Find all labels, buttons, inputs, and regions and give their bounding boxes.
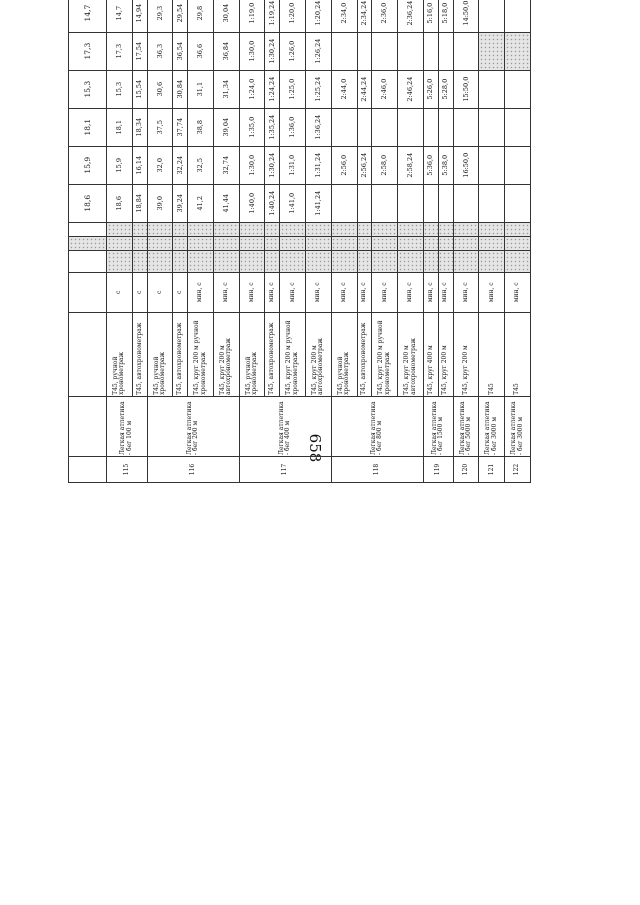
subcategory-cell: Т45, ручной хронометраж	[147, 312, 173, 396]
blank-cell	[306, 236, 332, 250]
subcategory-cell: Т45, автохронометраж	[132, 312, 147, 396]
value-cell: 2:56,0	[331, 146, 357, 184]
value-cell	[398, 108, 424, 146]
value-cell: 16:50,0	[453, 146, 479, 184]
blank-cell	[479, 222, 505, 236]
unit-cell: мин, с	[280, 272, 306, 312]
value-cell: 1:36,24	[306, 108, 332, 146]
unit-cell: мин, с	[453, 272, 479, 312]
value-cell	[398, 184, 424, 222]
value-cell: 5:38,0	[438, 146, 453, 184]
value-cell: 14:50,0	[453, 0, 479, 32]
value-cell: 32,5	[188, 146, 214, 184]
value-cell	[438, 108, 453, 146]
page-number: 658	[306, 433, 324, 463]
table-body	[69, 0, 531, 483]
value-cell: 2:34,0	[331, 0, 357, 32]
header-blank-cell	[69, 312, 107, 396]
value-cell: 5:28,0	[438, 70, 453, 108]
subcategory-cell: Т45, ручной хронометраж	[331, 312, 357, 396]
unit-cell: мин, с	[265, 272, 280, 312]
blank-cell	[265, 250, 280, 272]
blank-cell	[398, 250, 424, 272]
value-cell	[453, 108, 479, 146]
value-cell: 1:26,0	[280, 32, 306, 70]
subcategory-cell: Т45, круг 200 м ручной хронометраж	[188, 312, 214, 396]
value-cell: 2:36,0	[372, 0, 398, 32]
value-cell: 5:18,0	[438, 0, 453, 32]
value-cell: 30,04	[213, 0, 239, 32]
blank-cell	[398, 222, 424, 236]
table-row	[453, 0, 479, 483]
value-cell: 37,5	[147, 108, 173, 146]
blank-cell	[505, 250, 531, 272]
blank-cell	[357, 222, 372, 236]
value-cell: 18,1	[107, 108, 133, 146]
value-cell: 18,34	[132, 108, 147, 146]
blank-cell	[265, 236, 280, 250]
blank-cell	[265, 222, 280, 236]
value-cell: 15,9	[107, 146, 133, 184]
value-cell	[453, 184, 479, 222]
blank-cell	[213, 250, 239, 272]
value-cell	[479, 70, 505, 108]
blank-cell	[505, 222, 531, 236]
discipline-cell: Легкая атлетика - бег 800 м	[331, 396, 423, 456]
value-cell: 29,8	[188, 0, 214, 32]
value-cell: 29,54	[173, 0, 188, 32]
blank-cell	[188, 236, 214, 250]
value-cell: 1:35,0	[239, 108, 265, 146]
value-cell	[505, 184, 531, 222]
row-number-cell: 120	[453, 456, 479, 482]
blank-cell	[173, 250, 188, 272]
value-cell: 2:58,0	[372, 146, 398, 184]
row-number-cell: 118	[331, 456, 423, 482]
blank-cell	[147, 222, 173, 236]
unit-cell: с	[132, 272, 147, 312]
value-cell	[331, 32, 357, 70]
blank-cell	[331, 236, 357, 250]
blank-cell	[173, 236, 188, 250]
value-cell: 14,94	[132, 0, 147, 32]
blank-cell	[280, 236, 306, 250]
header-cell: 17,3	[69, 32, 107, 70]
blank-cell	[213, 236, 239, 250]
table-row	[147, 0, 173, 483]
row-number-cell: 119	[423, 456, 453, 482]
value-cell	[438, 32, 453, 70]
header-blank-cell	[69, 272, 107, 312]
blank-cell	[372, 250, 398, 272]
subcategory-cell: Т45, ручной хронометраж	[239, 312, 265, 396]
blank-cell	[453, 236, 479, 250]
value-cell: 1:20,0	[280, 0, 306, 32]
blank-cell	[213, 222, 239, 236]
blank-cell	[306, 222, 332, 236]
subcategory-cell: Т45, круг 200 м автохронометраж	[306, 312, 332, 396]
subcategory-cell: Т45, круг 200 м автохронометраж	[213, 312, 239, 396]
blank-cell	[107, 250, 133, 272]
value-cell: 30,6	[147, 70, 173, 108]
value-cell: 32,0	[147, 146, 173, 184]
row-number-cell: 115	[107, 456, 148, 482]
blank-cell	[132, 236, 147, 250]
value-cell: 1:20,24	[306, 0, 332, 32]
blank-cell	[438, 250, 453, 272]
blank-cell	[280, 222, 306, 236]
table-row	[107, 0, 133, 483]
value-cell	[505, 70, 531, 108]
discipline-cell: Легкая атлетика - бег 3000 м	[505, 396, 531, 456]
value-cell: 2:46,24	[398, 70, 424, 108]
blank-cell	[372, 222, 398, 236]
unit-cell: мин, с	[239, 272, 265, 312]
blank-cell	[331, 250, 357, 272]
value-cell: 1:36,0	[280, 108, 306, 146]
discipline-cell: Легкая атлетика - бег 200 м	[147, 396, 239, 456]
blank-cell	[479, 236, 505, 250]
value-cell: 17,3	[107, 32, 133, 70]
value-cell: 39,0	[147, 184, 173, 222]
value-cell	[438, 184, 453, 222]
value-cell	[479, 0, 505, 32]
value-cell: 36,6	[188, 32, 214, 70]
blank-cell	[479, 250, 505, 272]
blank-cell	[505, 236, 531, 250]
value-cell	[423, 184, 438, 222]
value-cell	[357, 32, 372, 70]
value-cell	[479, 108, 505, 146]
unit-cell: мин, с	[331, 272, 357, 312]
value-cell: 1:41,0	[280, 184, 306, 222]
value-cell: 18,84	[132, 184, 147, 222]
value-cell: 2:44,24	[357, 70, 372, 108]
value-cell: 36,54	[173, 32, 188, 70]
discipline-cell: Легкая атлетика - бег 1500 м	[423, 396, 453, 456]
value-cell: 1:30,24	[265, 32, 280, 70]
value-cell: 1:25,0	[280, 70, 306, 108]
value-cell: 2:46,0	[372, 70, 398, 108]
value-cell	[479, 32, 505, 70]
row-number-cell: 122	[505, 456, 531, 482]
blank-cell	[173, 222, 188, 236]
value-cell: 2:36,24	[398, 0, 424, 32]
header-cell: 18,1	[69, 108, 107, 146]
value-cell: 30,84	[173, 70, 188, 108]
value-cell: 32,24	[173, 146, 188, 184]
value-cell: 32,74	[213, 146, 239, 184]
value-cell: 1:31,0	[280, 146, 306, 184]
blank-cell	[423, 222, 438, 236]
unit-cell: с	[173, 272, 188, 312]
value-cell: 39,24	[173, 184, 188, 222]
header-cell: 18,6	[69, 184, 107, 222]
subcategory-cell: Т45, автохронометраж	[173, 312, 188, 396]
value-cell: 2:58,24	[398, 146, 424, 184]
subcategory-cell: Т45	[505, 312, 531, 396]
blank-cell	[239, 236, 265, 250]
header-blank-cell	[69, 456, 107, 482]
value-cell: 1:31,24	[306, 146, 332, 184]
unit-cell: мин, с	[372, 272, 398, 312]
unit-cell: мин, с	[505, 272, 531, 312]
header-cell: 15,3	[69, 70, 107, 108]
value-cell: 1:40,24	[265, 184, 280, 222]
blank-cell	[357, 250, 372, 272]
value-cell: 41,2	[188, 184, 214, 222]
value-cell: 15,3	[107, 70, 133, 108]
value-cell: 39,04	[213, 108, 239, 146]
value-cell: 1:30,0	[239, 32, 265, 70]
blank-cell	[147, 236, 173, 250]
row-number-cell: 121	[479, 456, 505, 482]
value-cell	[505, 108, 531, 146]
subcategory-cell: Т45, круг 200 м	[453, 312, 479, 396]
value-cell: 5:16,0	[423, 0, 438, 32]
discipline-cell: Легкая атлетика - бег 400 м	[239, 396, 331, 456]
discipline-cell: Легкая атлетика - бег 3000 м	[479, 396, 505, 456]
value-cell: 5:26,0	[423, 70, 438, 108]
value-cell	[505, 146, 531, 184]
value-cell: 2:56,24	[357, 146, 372, 184]
value-cell: 15,54	[132, 70, 147, 108]
value-cell	[423, 32, 438, 70]
unit-cell: мин, с	[398, 272, 424, 312]
value-cell: 1:35,24	[265, 108, 280, 146]
blank-cell	[147, 250, 173, 272]
blank-cell	[239, 222, 265, 236]
subcategory-cell: Т45, ручной хронометраж	[107, 312, 133, 396]
value-cell: 31,1	[188, 70, 214, 108]
header-blank-cell	[69, 236, 107, 250]
value-cell: 5:36,0	[423, 146, 438, 184]
discipline-cell: Легкая атлетика - бег 5000 м	[453, 396, 479, 456]
table-row	[423, 0, 438, 483]
value-cell	[479, 146, 505, 184]
row-number-cell: 117	[239, 456, 331, 482]
value-cell: 1:19,24	[265, 0, 280, 32]
value-cell	[372, 184, 398, 222]
header-blank-cell	[69, 222, 107, 236]
unit-cell: мин, с	[357, 272, 372, 312]
unit-cell: мин, с	[423, 272, 438, 312]
value-cell: 1:24,24	[265, 70, 280, 108]
blank-cell	[357, 236, 372, 250]
value-cell	[331, 184, 357, 222]
unit-cell: мин, с	[213, 272, 239, 312]
blank-cell	[188, 222, 214, 236]
value-cell: 1:41,24	[306, 184, 332, 222]
header-cell: 14,7	[69, 0, 107, 32]
value-cell	[372, 108, 398, 146]
blank-cell	[453, 222, 479, 236]
standards-table	[68, 0, 531, 483]
blank-cell	[239, 250, 265, 272]
value-cell: 29,3	[147, 0, 173, 32]
value-cell: 1:25,24	[306, 70, 332, 108]
table-row	[479, 0, 505, 483]
value-cell	[453, 32, 479, 70]
value-cell: 16,14	[132, 146, 147, 184]
row-number-cell: 116	[147, 456, 239, 482]
unit-cell: мин, с	[188, 272, 214, 312]
value-cell: 31,34	[213, 70, 239, 108]
blank-cell	[132, 222, 147, 236]
blank-cell	[372, 236, 398, 250]
table-viewport	[68, 0, 531, 890]
blank-cell	[398, 236, 424, 250]
blank-cell	[107, 222, 133, 236]
blank-cell	[132, 250, 147, 272]
value-cell: 2:44,0	[331, 70, 357, 108]
value-cell	[479, 184, 505, 222]
header-row	[69, 0, 107, 483]
subcategory-cell: Т45, круг 200 м ручной хронометраж	[372, 312, 398, 396]
blank-cell	[438, 236, 453, 250]
value-cell	[357, 108, 372, 146]
value-cell: 15:50,0	[453, 70, 479, 108]
value-cell: 1:30,0	[239, 146, 265, 184]
blank-cell	[188, 250, 214, 272]
unit-cell: мин, с	[438, 272, 453, 312]
subcategory-cell: Т45, круг 400 м	[423, 312, 438, 396]
value-cell	[423, 108, 438, 146]
value-cell	[357, 184, 372, 222]
blank-cell	[423, 236, 438, 250]
blank-cell	[423, 250, 438, 272]
blank-cell	[331, 222, 357, 236]
header-blank-cell	[69, 396, 107, 456]
value-cell	[505, 0, 531, 32]
subcategory-cell: Т45, круг 200 м	[438, 312, 453, 396]
blank-cell	[306, 250, 332, 272]
value-cell	[398, 32, 424, 70]
value-cell: 36,84	[213, 32, 239, 70]
value-cell: 14,7	[107, 0, 133, 32]
value-cell: 17,54	[132, 32, 147, 70]
unit-cell: с	[147, 272, 173, 312]
value-cell: 37,74	[173, 108, 188, 146]
unit-cell: мин, с	[479, 272, 505, 312]
subcategory-cell: Т45, круг 200 м ручной хронометраж	[280, 312, 306, 396]
header-blank-cell	[69, 250, 107, 272]
table-row	[331, 0, 357, 483]
value-cell: 1:40,0	[239, 184, 265, 222]
blank-cell	[107, 236, 133, 250]
subcategory-cell: Т45	[479, 312, 505, 396]
subcategory-cell: Т45, автохронометраж	[265, 312, 280, 396]
subcategory-cell: Т45, автохронометраж	[357, 312, 372, 396]
table-row	[505, 0, 531, 483]
value-cell: 38,8	[188, 108, 214, 146]
blank-cell	[453, 250, 479, 272]
subcategory-cell: Т45, круг 200 м автохронометраж	[398, 312, 424, 396]
value-cell: 1:19,0	[239, 0, 265, 32]
value-cell	[505, 32, 531, 70]
discipline-cell: Легкая атлетика - бег 100 м	[107, 396, 148, 456]
value-cell: 1:26,24	[306, 32, 332, 70]
value-cell: 1:30,24	[265, 146, 280, 184]
blank-cell	[280, 250, 306, 272]
value-cell	[372, 32, 398, 70]
value-cell: 1:24,0	[239, 70, 265, 108]
value-cell	[331, 108, 357, 146]
unit-cell: с	[107, 272, 133, 312]
unit-cell: мин, с	[306, 272, 332, 312]
blank-cell	[438, 222, 453, 236]
value-cell: 36,3	[147, 32, 173, 70]
table-row	[239, 0, 265, 483]
header-cell: 15,9	[69, 146, 107, 184]
value-cell: 18,6	[107, 184, 133, 222]
value-cell: 2:34,24	[357, 0, 372, 32]
value-cell: 41,44	[213, 184, 239, 222]
